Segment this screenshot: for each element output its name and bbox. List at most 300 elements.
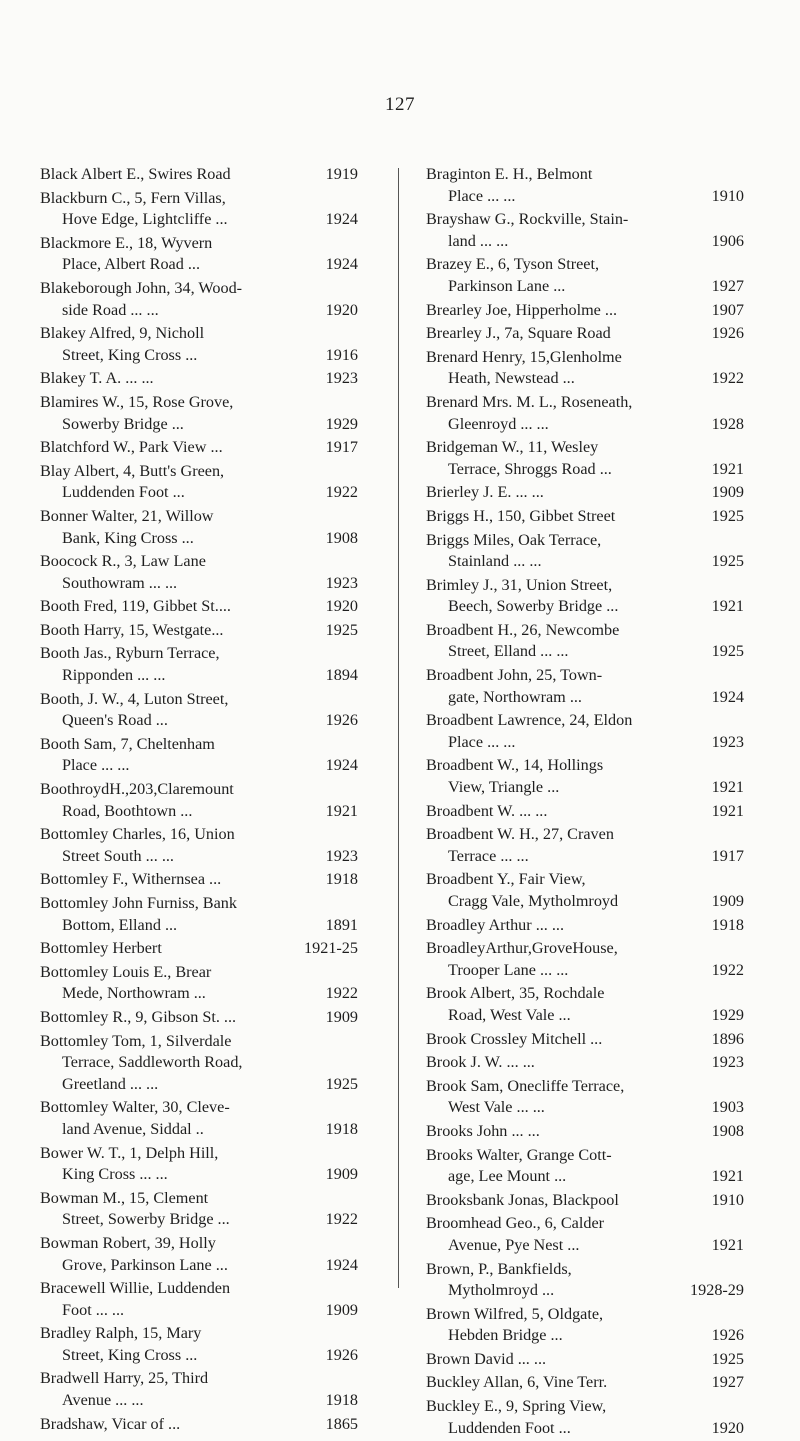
directory-entry — [426, 915, 744, 937]
entry-text: Sowerby Bridge ... — [62, 414, 184, 433]
entry-continuation-line — [40, 801, 358, 823]
entry-continuation-line — [426, 641, 744, 663]
entry-text: Heath, Newstead ... — [448, 369, 575, 388]
entry-continuation-line — [40, 755, 358, 777]
entry-name-line — [40, 1233, 358, 1255]
entry-continuation-line — [426, 1235, 744, 1257]
entry-name-line — [426, 824, 744, 846]
entry-text: Southowram ... ... — [62, 573, 178, 592]
entry-year: 1925 — [325, 1074, 358, 1093]
entry-text: Brook Sam, Onecliffe Terrace, — [426, 1076, 625, 1095]
entry-text: Bradley Ralph, 15, Mary — [40, 1324, 202, 1343]
entry-continuation-line — [40, 983, 358, 1005]
entry-year: 1923 — [711, 732, 744, 751]
entry-year: 1919 — [325, 165, 358, 183]
entry-text: Broadbent W. H., 27, Craven — [426, 825, 614, 844]
entry-text: Street, Sowerby Bridge ... — [62, 1210, 230, 1229]
entry-text: Blakey Alfred, 9, Nicholl — [40, 324, 205, 343]
directory-entry — [426, 620, 744, 663]
directory-entry — [40, 1414, 358, 1436]
entry-text: Terrace, Shroggs Road ... — [448, 459, 612, 478]
entry-year: 1922 — [325, 483, 358, 502]
entry-text: Boocock R., 3, Law Lane — [40, 552, 206, 571]
entry-year: 1923 — [325, 846, 358, 865]
entry-name-line — [40, 1031, 358, 1053]
entry-text: Bridgeman W., 11, Wesley — [426, 438, 599, 457]
entry-year: 1903 — [711, 1098, 744, 1117]
entry-year: 1925 — [325, 620, 358, 639]
entry-continuation-line — [40, 1255, 358, 1277]
directory-entry — [426, 1029, 744, 1051]
entry-name-line — [426, 1259, 744, 1281]
entry-year: 1921 — [325, 801, 358, 820]
entry-year: 1909 — [325, 1007, 358, 1026]
entry-text: Broadbent W. ... ... — [426, 801, 548, 820]
entry-text: Brooksbank Jonas, Blackpool — [426, 1190, 619, 1209]
entry-text: Ripponden ... ... — [62, 666, 166, 685]
entry-year: 1922 — [711, 960, 744, 979]
entry-text: Bottomley Walter, 30, Cleve- — [40, 1098, 230, 1117]
entry-name-line — [426, 1029, 744, 1051]
entry-continuation-line — [40, 665, 358, 687]
directory-entry — [426, 665, 744, 708]
entry-text: Booth, J. W., 4, Luton Street, — [40, 689, 229, 708]
entry-year: 1924 — [325, 210, 358, 229]
entry-name-line — [40, 1368, 358, 1390]
entry-continuation-line — [40, 482, 358, 504]
entry-continuation-line — [40, 846, 358, 868]
entry-text: Booth Harry, 15, Westgate... — [40, 620, 224, 639]
entry-text: Street, Elland ... ... — [448, 642, 569, 661]
entry-continuation-line — [426, 459, 744, 481]
entry-continuation-line — [40, 573, 358, 595]
directory-entry — [426, 506, 744, 528]
directory-entry — [40, 1097, 358, 1140]
entry-text: Brown Wilfred, 5, Oldgate, — [426, 1304, 604, 1323]
entry-text: Luddenden Foot ... — [62, 483, 185, 502]
entry-year: 1865 — [325, 1414, 358, 1433]
entry-text: Bottom, Elland ... — [62, 915, 178, 934]
entry-year: 1918 — [325, 870, 358, 889]
entry-name-line — [426, 482, 744, 504]
entry-text: Bowman M., 15, Clement — [40, 1188, 209, 1207]
entry-year: 1908 — [325, 528, 358, 547]
directory-entry — [426, 1259, 744, 1302]
directory-entry — [426, 437, 744, 480]
entry-text: side Road ... ... — [62, 300, 159, 319]
entry-text: Terrace ... ... — [448, 846, 529, 865]
entry-continuation-line — [426, 1005, 744, 1027]
entry-text: Parkinson Lane ... — [448, 276, 566, 295]
entry-text: Broadbent Lawrence, 24, Eldon — [426, 711, 633, 730]
entry-year: 1891 — [325, 915, 358, 934]
entry-text: Bottomley Louis E., Brear — [40, 962, 212, 981]
directory-entry — [40, 1007, 358, 1029]
entry-year: 1909 — [711, 483, 744, 502]
entry-name-line — [40, 233, 358, 255]
directory-entry — [426, 323, 744, 345]
entry-continuation-line — [40, 209, 358, 231]
entry-name-line — [40, 461, 358, 483]
directory-entry — [426, 392, 744, 435]
entry-year: 1925 — [711, 506, 744, 525]
directory-entry — [426, 1396, 744, 1439]
directory-entry — [426, 1304, 744, 1347]
directory-entry — [426, 254, 744, 297]
entry-text: age, Lee Mount ... — [448, 1167, 567, 1186]
entry-text: Bonner Walter, 21, Willow — [40, 506, 214, 525]
entry-continuation-line — [426, 368, 744, 390]
directory-entry — [40, 869, 358, 891]
entry-text: Brearley Joe, Hipperholme ... — [426, 300, 618, 319]
directory-entry — [40, 461, 358, 504]
directory-entry — [40, 164, 358, 186]
entry-text: Brazey E., 6, Tyson Street, — [426, 255, 599, 274]
entry-name-line — [426, 1121, 744, 1143]
directory-entry — [426, 482, 744, 504]
entry-name-line — [40, 620, 358, 642]
entry-text: Bottomley Herbert — [40, 939, 162, 958]
entry-year: 1928 — [711, 414, 744, 433]
entry-text: Broadbent W., 14, Hollings — [426, 756, 604, 775]
directory-entry — [40, 368, 358, 390]
entry-name-line — [426, 254, 744, 276]
entry-name-line — [426, 1396, 744, 1418]
entry-year: 1927 — [711, 1373, 744, 1392]
entry-year: 1926 — [711, 324, 744, 343]
directory-entry — [40, 551, 358, 594]
entry-name-line — [40, 689, 358, 711]
directory-entry — [40, 596, 358, 618]
entry-year: 1926 — [711, 1326, 744, 1345]
entry-year: 1909 — [325, 1300, 358, 1319]
entry-text: Bottomley Tom, 1, Silverdale — [40, 1031, 232, 1050]
right-column — [426, 164, 744, 1441]
entry-year: 1918 — [711, 915, 744, 934]
entry-text: Place, Albert Road ... — [62, 255, 201, 274]
entry-continuation-line — [426, 414, 744, 436]
entry-text: Avenue ... ... — [62, 1391, 144, 1410]
entry-text: Brown David ... ... — [426, 1349, 547, 1368]
entry-year: 1921 — [711, 1167, 744, 1186]
entry-year: 1924 — [325, 756, 358, 775]
entry-text: Briggs H., 150, Gibbet Street — [426, 506, 616, 525]
entry-continuation-line — [426, 186, 744, 208]
entry-text: Buckley E., 9, Spring View, — [426, 1397, 607, 1416]
directory-entry — [40, 893, 358, 936]
entry-name-line — [426, 392, 744, 414]
entry-year: 1921 — [711, 597, 744, 616]
entry-name-line — [40, 1414, 358, 1436]
directory-entry — [426, 1145, 744, 1188]
entry-year: 1917 — [711, 846, 744, 865]
entry-text: Brook J. W. ... ... — [426, 1053, 535, 1072]
entry-name-line — [426, 1052, 744, 1074]
entry-text: Place ... ... — [448, 186, 516, 205]
entry-year: 1910 — [711, 1190, 744, 1209]
entry-name-line — [426, 1076, 744, 1098]
entry-name-line — [426, 869, 744, 891]
entry-name-line — [426, 347, 744, 369]
entry-continuation-line — [40, 414, 358, 436]
directory-entry — [40, 188, 358, 231]
entry-text: Blakeborough John, 34, Wood- — [40, 278, 243, 297]
entry-name-line — [426, 938, 744, 960]
entry-year: 1908 — [711, 1121, 744, 1140]
entry-year: 1926 — [325, 1345, 358, 1364]
entry-year: 1921 — [711, 801, 744, 820]
directory-entry — [426, 1190, 744, 1212]
directory-entry — [426, 710, 744, 753]
directory-entry — [426, 1349, 744, 1371]
entry-name-line — [40, 1097, 358, 1119]
directory-entry — [426, 530, 744, 573]
entry-text: Booth Fred, 119, Gibbet St.... — [40, 597, 231, 616]
directory-entry — [426, 938, 744, 981]
entry-name-line — [426, 437, 744, 459]
entry-continuation-line — [40, 1300, 358, 1322]
entry-text: Bowman Robert, 39, Holly — [40, 1233, 216, 1252]
entry-name-line — [40, 643, 358, 665]
entry-name-line — [40, 323, 358, 345]
entry-year: 1922 — [325, 984, 358, 1003]
directory-entry — [40, 1233, 358, 1276]
entry-name-line — [40, 437, 358, 459]
entry-name-line — [40, 893, 358, 915]
entry-text: Brook Crossley Mitchell ... — [426, 1029, 603, 1048]
entry-name-line — [40, 1007, 358, 1029]
directory-entry — [40, 962, 358, 1005]
entry-text: Brayshaw G., Rockville, Stain- — [426, 210, 629, 229]
directory-entry — [40, 437, 358, 459]
entry-text: Stainland ... ... — [448, 552, 542, 571]
entry-continuation-line — [40, 915, 358, 937]
entry-year: 1894 — [325, 666, 358, 685]
entry-text: Street South ... ... — [62, 846, 174, 865]
entry-text: Bracewell Willie, Luddenden — [40, 1279, 231, 1298]
directory-entry — [40, 643, 358, 686]
entry-continuation-line — [40, 528, 358, 550]
directory-entry — [40, 278, 358, 321]
directory-entry — [40, 1031, 358, 1096]
entry-name-line — [426, 983, 744, 1005]
entry-name-line — [40, 779, 358, 801]
entry-year: 1918 — [325, 1119, 358, 1138]
directory-entry — [40, 1188, 358, 1231]
entry-year: 1909 — [325, 1165, 358, 1184]
entry-name-line — [40, 188, 358, 210]
directory-entry — [40, 392, 358, 435]
directory-entry — [426, 869, 744, 912]
entry-text: Brimley J., 31, Union Street, — [426, 575, 613, 594]
directory-entry — [40, 1323, 358, 1366]
entry-year: 1925 — [711, 642, 744, 661]
entry-continuation-line — [426, 846, 744, 868]
entry-text: Blackburn C., 5, Fern Villas, — [40, 188, 226, 207]
entry-text: Blamires W., 15, Rose Grove, — [40, 392, 234, 411]
column-divider — [398, 168, 399, 1288]
entry-text: Greetland ... ... — [62, 1074, 159, 1093]
entry-continuation-line — [426, 1325, 744, 1347]
entry-text: Luddenden Foot ... — [448, 1418, 571, 1437]
entry-name-line — [40, 1188, 358, 1210]
entry-year: 1929 — [325, 414, 358, 433]
entry-name-line — [40, 734, 358, 756]
directory-entry — [426, 1372, 744, 1394]
entry-text: Avenue, Pye Nest ... — [448, 1235, 580, 1254]
directory-entry — [40, 323, 358, 366]
entry-text: Briggs Miles, Oak Terrace, — [426, 530, 602, 549]
entry-text: Bottomley John Furniss, Bank — [40, 894, 237, 912]
entry-text: Blackmore E., 18, Wyvern — [40, 233, 213, 252]
entry-name-line — [40, 278, 358, 300]
entry-text: Hebden Bridge ... — [448, 1326, 563, 1345]
entry-continuation-line — [426, 777, 744, 799]
entry-text: Brenard Henry, 15,Glenholme — [426, 347, 622, 366]
entry-name-line — [426, 1349, 744, 1371]
entry-year: 1921-25 — [304, 939, 358, 958]
entry-name-line — [40, 596, 358, 618]
entry-continuation-line — [426, 231, 744, 253]
entry-text: King Cross ... ... — [62, 1165, 168, 1184]
entry-text: Grove, Parkinson Lane ... — [62, 1255, 228, 1274]
entry-name-line — [426, 710, 744, 732]
entry-year: 1920 — [711, 1418, 744, 1437]
entry-text: Booth Sam, 7, Cheltenham — [40, 734, 215, 753]
entry-name-line — [426, 323, 744, 345]
entry-continuation-line — [40, 710, 358, 732]
entry-continuation-line — [426, 596, 744, 618]
entry-continuation-line — [426, 1166, 744, 1188]
entry-text: Bradwell Harry, 25, Third — [40, 1369, 209, 1388]
entry-year: 1922 — [325, 1210, 358, 1229]
entry-name-line — [426, 164, 744, 186]
entry-text: Bottomley F., Withernsea ... — [40, 870, 222, 889]
entry-year: 1920 — [325, 597, 358, 616]
entry-name-line — [40, 1278, 358, 1300]
directory-entry — [40, 938, 358, 960]
entry-continuation-line — [426, 1280, 744, 1302]
entry-name-line — [426, 1372, 744, 1394]
directory-entry — [426, 755, 744, 798]
entry-name-line — [426, 665, 744, 687]
entry-name-line — [426, 1190, 744, 1212]
entry-continuation-line — [40, 1052, 358, 1074]
directory-entry — [426, 1213, 744, 1256]
entry-text: Road, West Vale ... — [448, 1005, 571, 1024]
entry-text: Beech, Sowerby Bridge ... — [448, 597, 619, 616]
entry-text: BroadleyArthur,GroveHouse, — [426, 939, 618, 958]
entry-continuation-line — [40, 1390, 358, 1412]
entry-text: Mytholmroyd ... — [448, 1281, 555, 1300]
entry-year: 1925 — [711, 552, 744, 571]
entry-text: Brierley J. E. ... ... — [426, 483, 544, 502]
entry-continuation-line — [40, 345, 358, 367]
entry-year: 1906 — [711, 231, 744, 250]
entry-text: Bradshaw, Vicar of ... — [40, 1414, 181, 1433]
entry-text: Mede, Northowram ... — [62, 984, 206, 1003]
directory-entry — [40, 506, 358, 549]
entry-text: Brenard Mrs. M. L., Roseneath, — [426, 392, 633, 411]
entry-text: Booth Jas., Ryburn Terrace, — [40, 644, 220, 663]
entry-text: Gleenroyd ... ... — [448, 414, 549, 433]
entry-text: Bower W. T., 1, Delph Hill, — [40, 1143, 219, 1162]
page-number: 127 — [385, 94, 415, 115]
directory-entry — [426, 824, 744, 867]
entry-continuation-line — [426, 276, 744, 298]
entry-text: Brearley J., 7a, Square Road — [426, 324, 611, 343]
entry-text: Blakey T. A. ... ... — [40, 369, 154, 388]
entry-text: gate, Northowram ... — [448, 687, 582, 706]
entry-continuation-line — [40, 1209, 358, 1231]
entry-name-line — [40, 869, 358, 891]
entry-text: Broadbent Y., Fair View, — [426, 870, 586, 889]
directory-entry — [426, 1076, 744, 1119]
entry-text: land Avenue, Siddal .. — [62, 1119, 204, 1138]
entry-text: View, Triangle ... — [448, 778, 560, 797]
entry-continuation-line — [40, 1074, 358, 1096]
left-column — [40, 164, 358, 1437]
entry-text: Blatchford W., Park View ... — [40, 438, 223, 457]
directory-entry — [426, 575, 744, 618]
entry-year: 1923 — [711, 1053, 744, 1072]
entry-year: 1918 — [325, 1391, 358, 1410]
entry-continuation-line — [426, 960, 744, 982]
entry-continuation-line — [40, 254, 358, 276]
entry-text: Terrace, Saddleworth Road, — [62, 1053, 243, 1072]
entry-year: 1929 — [711, 1005, 744, 1024]
directory-entry — [40, 689, 358, 732]
entry-continuation-line — [426, 732, 744, 754]
entry-name-line — [426, 506, 744, 528]
directory-entry — [40, 734, 358, 777]
entry-name-line — [40, 824, 358, 846]
entry-text: Street, King Cross ... — [62, 1345, 198, 1364]
directory-entry — [426, 300, 744, 322]
entry-text: Bottomley R., 9, Gibson St. ... — [40, 1007, 237, 1026]
entry-text: Trooper Lane ... ... — [448, 960, 569, 979]
entry-text: Queen's Road ... — [62, 711, 168, 730]
entry-text: Bottomley Charles, 16, Union — [40, 825, 235, 844]
entry-year: 1927 — [711, 276, 744, 295]
entry-text: Buckley Allan, 6, Vine Terr. — [426, 1373, 608, 1392]
entry-year: 1921 — [711, 459, 744, 478]
entry-continuation-line — [426, 1097, 744, 1119]
entry-year: 1924 — [711, 687, 744, 706]
directory-entry — [40, 1278, 358, 1321]
entry-year: 1916 — [325, 345, 358, 364]
entry-year: 1923 — [325, 369, 358, 388]
entry-text: Hove Edge, Lightcliffe ... — [62, 210, 228, 229]
entry-name-line — [40, 938, 358, 960]
entry-year: 1928-29 — [690, 1281, 744, 1300]
entry-year: 1920 — [325, 300, 358, 319]
entry-year: 1921 — [711, 1235, 744, 1254]
entry-name-line — [426, 530, 744, 552]
entry-name-line — [426, 1213, 744, 1235]
entry-text: Place ... ... — [448, 732, 516, 751]
entry-text: Blay Albert, 4, Butt's Green, — [40, 461, 225, 480]
directory-entry — [40, 1143, 358, 1186]
entry-text: Road, Boothtown ... — [62, 801, 193, 820]
directory-entry — [426, 347, 744, 390]
entry-name-line — [40, 1143, 358, 1165]
entry-continuation-line — [426, 891, 744, 913]
directory-entry — [426, 1121, 744, 1143]
entry-name-line — [426, 620, 744, 642]
entry-name-line — [40, 392, 358, 414]
directory-entry — [40, 824, 358, 867]
